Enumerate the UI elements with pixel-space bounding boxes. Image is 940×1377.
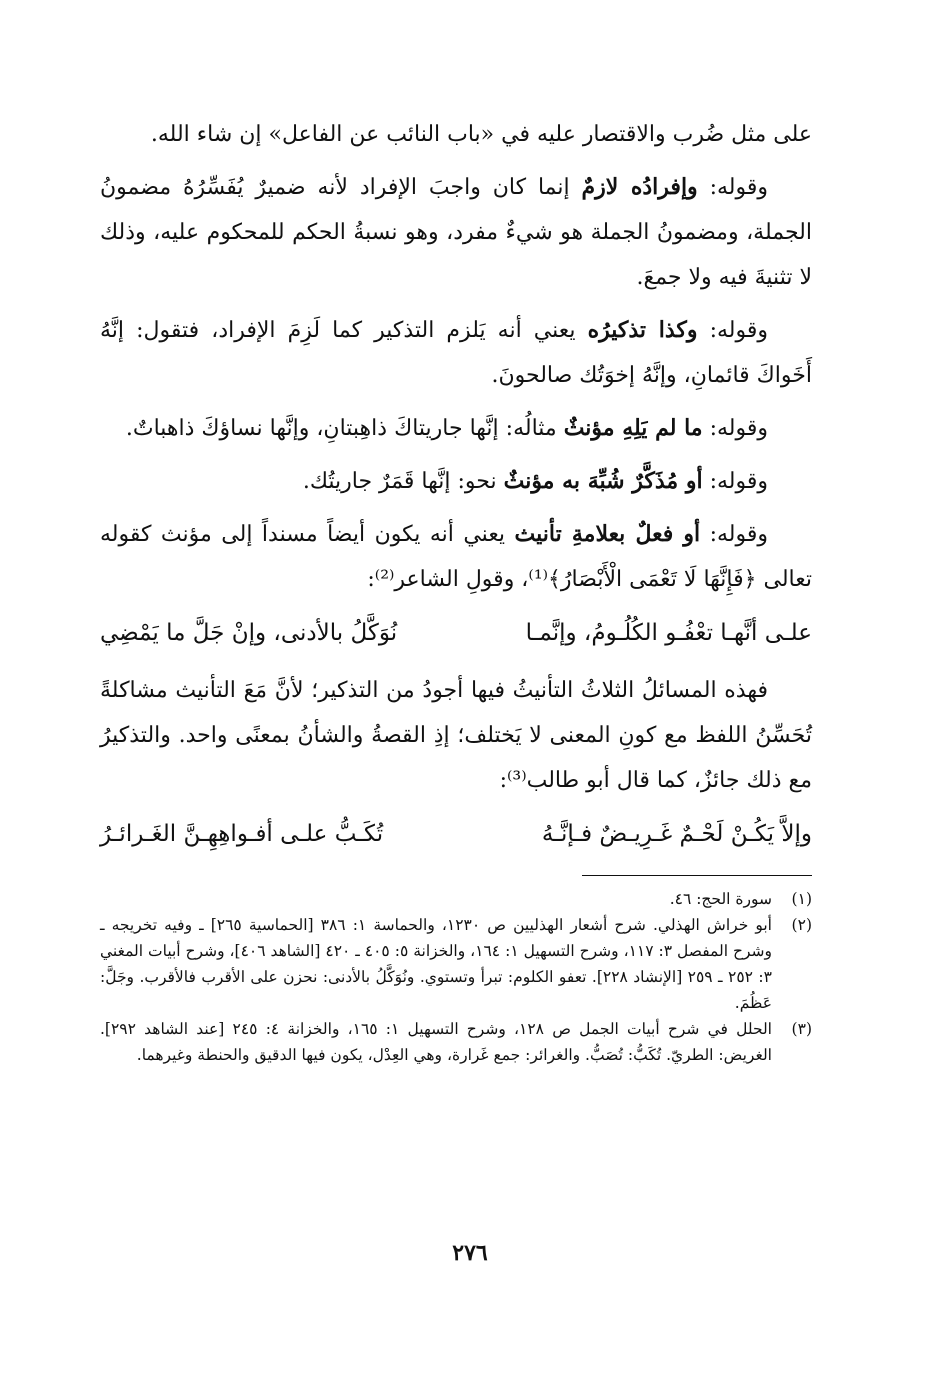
paragraph-5-quote: أو مُذَكَّرٌ شُبِّهَ به مؤنثٌ	[503, 468, 703, 494]
verse-2-first-hemistich: وإلاَّ يَكُـنْ لَحْـمٌ غَـرِيـضٌ فـإنَّـهُ	[541, 821, 812, 847]
footnote-2-number: (٢)	[791, 916, 812, 934]
footnote-1	[100, 886, 812, 912]
paragraph-7: فهذه المسائلُ الثلاثُ التأنيثُ فيها أجودُ من التذكير؛ لأنَّ مَعَ التأنيث مشاكلةً تُحَسِّنُ اللفظ مع كونِ المعنى لا يَختلف؛ إذِ القصةُ والشأنُ بمعنًى واحد. والتذكيرُ مع ذلك جائزٌ، كما قال أبو طالب⁽³⁾:	[100, 678, 812, 793]
page-number: ٢٧٦	[452, 1240, 488, 1266]
paragraph-6-text: يعني أنه يكون أيضاً مسنداً إلى مؤنث كقوله تعالى ﴿فَإِنَّهَا لَا تَعْمَى الْأَبْصَارُ﴾⁽¹⁾، وقولِ الشاعر⁽²⁾:	[100, 522, 812, 592]
paragraph-6-quote: أو فعلٌ بعلامةِ تأنيث	[514, 521, 701, 547]
footnote-divider	[582, 875, 812, 876]
paragraph-6	[100, 512, 812, 602]
page-body	[100, 112, 812, 1068]
paragraph-4-text: مثالُه: إنَّها جاريتاكَ ذاهِبتانِ، وإنَّها نساؤكَ ذاهباتٌ.	[125, 416, 564, 441]
paragraph-2-lead: وقوله:	[697, 175, 768, 200]
paragraph-4-lead: وقوله:	[702, 416, 768, 441]
paragraph-2	[100, 165, 812, 300]
verse-1-second-hemistich: نُوَكَّلُ بالأدنى، وإنْ جَلَّ ما يَمْضِي	[100, 620, 398, 646]
footnote-2	[100, 912, 812, 1016]
paragraph-3-text: يعني أنه يَلزم التذكير كما لَزِمَ الإفراد، فتقول: إنَّهُ أَخَواكَ قائمانِ، وإنَّهُ إخوَتُك صالحونَ.	[100, 318, 812, 388]
paragraph-2-text: إنما كان واجبَ الإفراد لأنه ضميرٌ يُفَسِّرُهُ مضمونُ الجملة، ومضمونُ الجملة هو شيءٌ مفرد، وهو نسبةُ الحكم للمحكوم عليه، وذلك لا تثنيةَ فيه ولا جمعَ.	[100, 175, 812, 290]
paragraph-3	[100, 308, 812, 398]
footnote-1-text: سورة الحج: ٤٦.	[669, 890, 772, 908]
paragraph-5-lead: وقوله:	[702, 469, 768, 494]
paragraph-1: على مثل ضُرب والاقتصار عليه في «باب النائب عن الفاعل» إن شاء الله.	[150, 122, 812, 147]
footnote-3-number: (٣)	[791, 1020, 812, 1038]
footnote-3	[100, 1016, 812, 1068]
paragraph-2-quote: وإفرادُه لازمٌ	[581, 174, 698, 200]
paragraph-6-lead: وقوله:	[700, 522, 768, 547]
verse-2-second-hemistich: تُكَـبُّ علـى أفـواهِهِـنَّ الغَـرائـرُ	[100, 821, 384, 847]
paragraph-5	[100, 459, 812, 504]
footnote-2-text: أبو خراش الهذلي. شرح أشعار الهذليين ص ١٢٣٠، والحماسة ١: ٣٨٦ [الحماسية ٢٦٥] ـ وفيه تخريجه ـ وشرح المفصل ٣: ١١٧، وشرح التسهيل ١: ١٦٤، والخزانة ٥: ٤٠٥ ـ ٤٢٠ [الشاهد ٤٠٦]، وشرح أبيات المغني ٣: ٢٥٢ ـ ٢٥٩ [الإنشاد ٢٢٨]. تعفو الكلوم: تبرأ وتستوي. ونُوَكَّلُ بالأدنى: نحزن على الأقرب فالأقرب. وجَلَّ: عَظُمَ.	[100, 916, 772, 1012]
paragraph-4	[100, 406, 812, 451]
verse-2	[100, 811, 812, 857]
verse-1-first-hemistich: علـى أنَّهـا تعْفُـو الكُلُـومُ، وإنَّمـا	[525, 620, 812, 646]
paragraph-3-lead: وقوله:	[697, 318, 769, 343]
paragraph-5-text: نحو: إنَّها قَمَرٌ جاريتُك.	[302, 469, 504, 494]
footnote-3-text: الحلل في شرح أبيات الجمل ص ١٢٨، وشرح التسهيل ١: ١٦٥، والخزانة ٤: ٢٤٥ [عند الشاهد ٢٩٢]. الغريض: الطريّ. تُكَبُّ: تُصَبُّ. والغرائر: جمع غَرارة، وهي العِدْل، يكون فيها الدقيق والحنطة وغيرهما.	[100, 1020, 772, 1064]
footnote-1-number: (١)	[791, 890, 812, 908]
paragraph-4-quote: ما لم يَلِهِ مؤنثٌ	[563, 415, 703, 441]
verse-1	[100, 610, 812, 656]
paragraph-3-quote: وكذا تذكيرُه	[587, 317, 698, 343]
